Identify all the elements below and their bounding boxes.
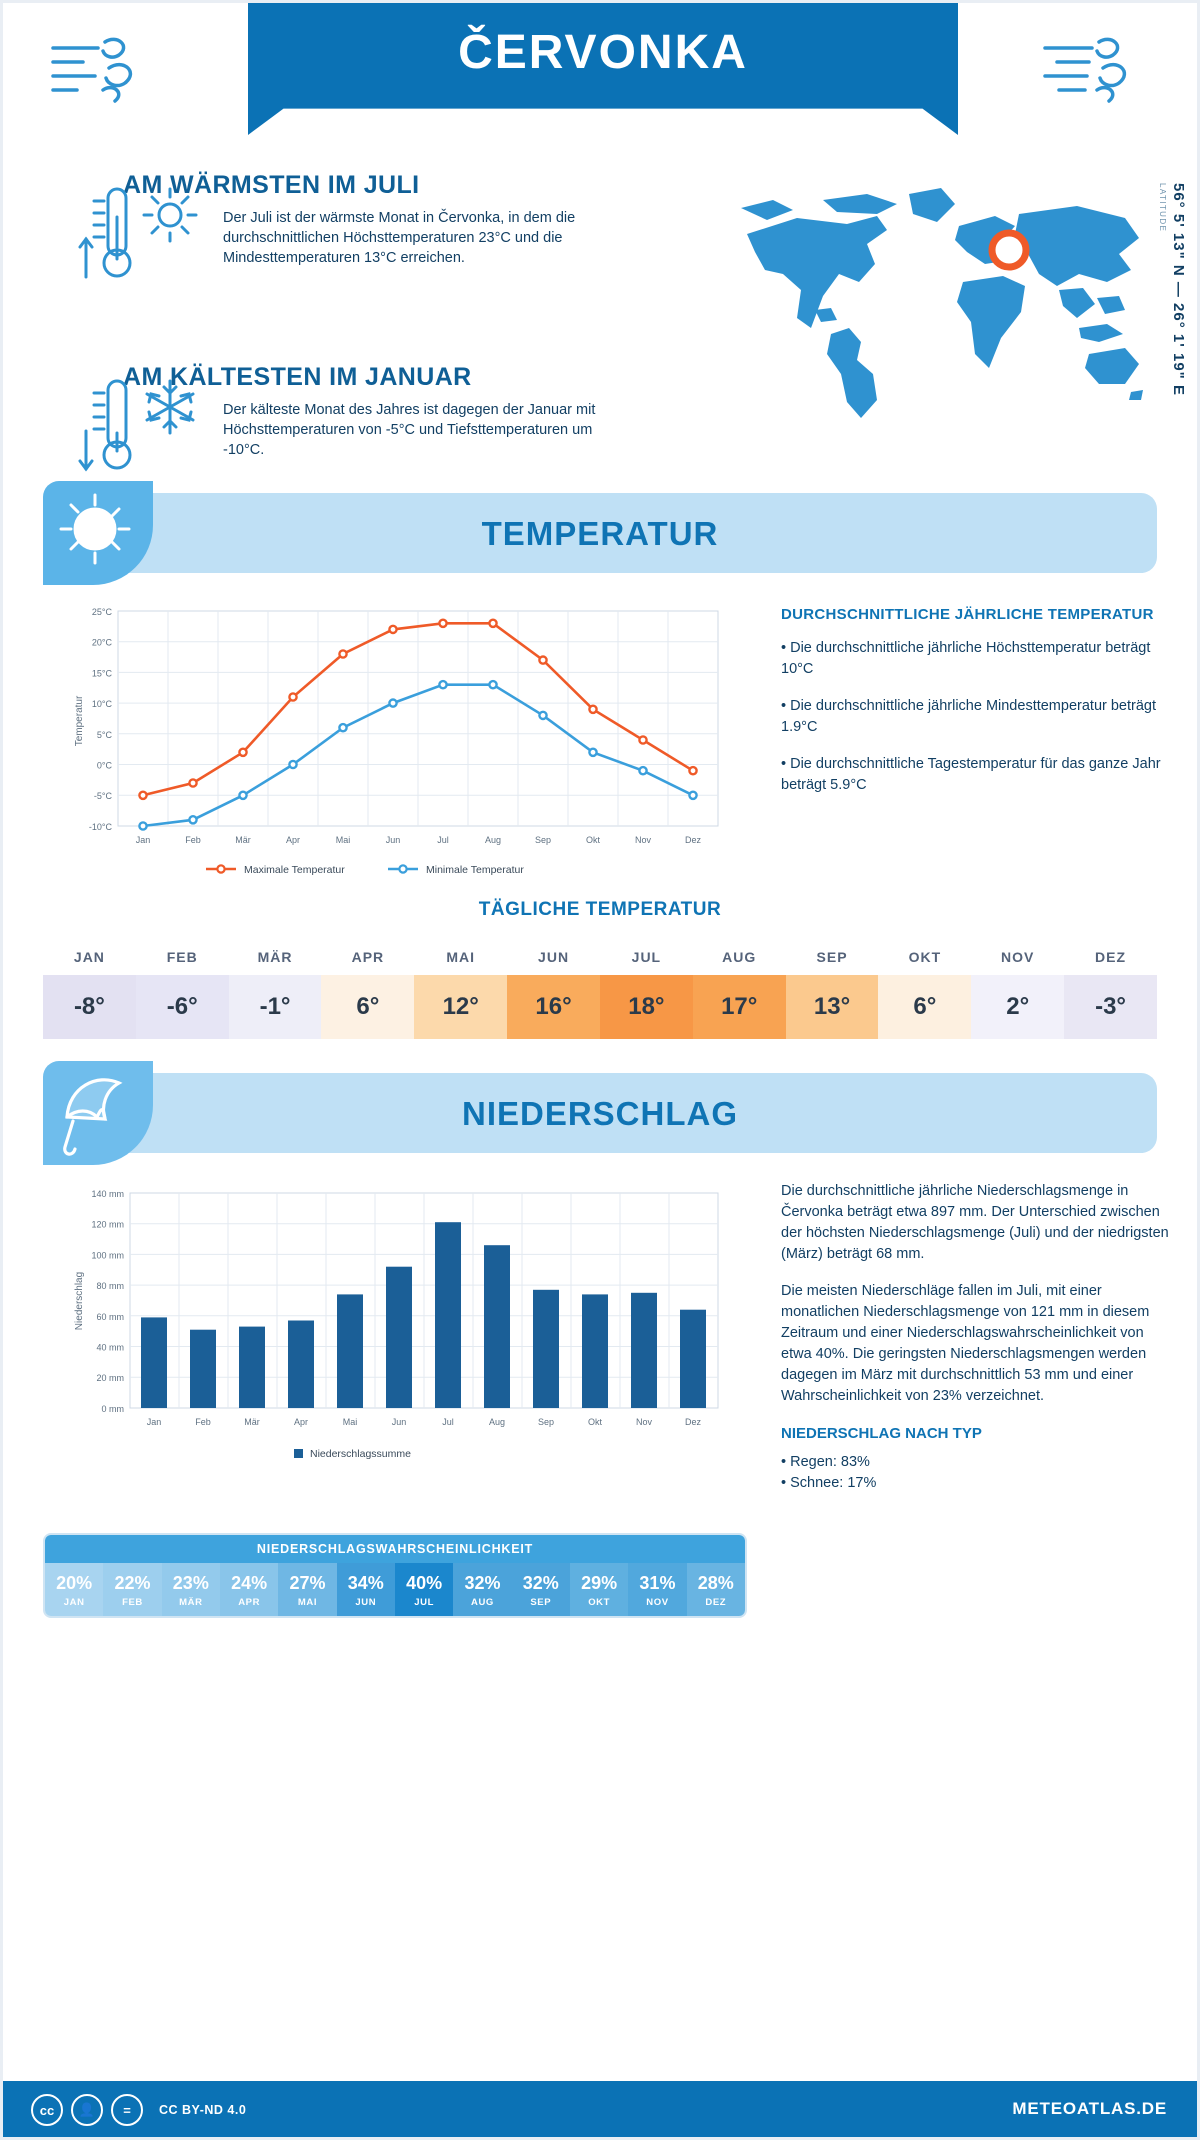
precipitation-banner <box>43 1073 1157 1153</box>
precipitation-chart <box>58 1183 758 1478</box>
probability-month: JUL <box>414 1597 434 1608</box>
table-header-cell: DEZ <box>1095 949 1127 965</box>
probability-cell <box>687 1563 745 1616</box>
svg-text:Dez: Dez <box>684 835 702 845</box>
probability-month: JAN <box>63 1597 85 1608</box>
probability-value: 28% <box>697 1573 734 1593</box>
svg-text:20°C: 20°C <box>91 637 112 648</box>
svg-text:Jan: Jan <box>135 835 151 845</box>
svg-text:140 mm: 140 mm <box>91 1189 124 1199</box>
probability-cell <box>45 1563 103 1616</box>
svg-text:Nov: Nov <box>635 1417 653 1427</box>
table-header-cell: JUN <box>538 949 570 965</box>
temperature-chart <box>58 601 758 886</box>
svg-text:25°C: 25°C <box>91 607 112 617</box>
table-cell: -8° <box>43 975 136 1039</box>
probability-month: APR <box>238 1597 261 1608</box>
svg-text:Apr: Apr <box>285 835 301 845</box>
svg-text:Mär: Mär <box>235 835 251 845</box>
probability-value: 31% <box>639 1573 676 1593</box>
table-cell: 18° <box>600 975 693 1039</box>
probability-month: NOV <box>646 1597 669 1608</box>
table-header-cell: JAN <box>73 949 105 965</box>
probability-cell <box>453 1563 511 1616</box>
table-row <box>43 975 1157 1039</box>
probability-cell <box>103 1563 161 1616</box>
temperature-bullet: • Die durchschnittliche jährliche Mindesttemperatur beträgt 1.9°C <box>781 698 1157 735</box>
svg-text:100 mm: 100 mm <box>91 1250 124 1261</box>
probability-value: 20% <box>56 1573 93 1593</box>
warmest-block <box>43 171 633 268</box>
svg-text:Mär: Mär <box>244 1417 260 1427</box>
header <box>3 3 1197 153</box>
table-header-cell: SEP <box>816 949 848 965</box>
footer <box>3 2081 1197 2137</box>
svg-text:Apr: Apr <box>293 1417 309 1427</box>
svg-text:120 mm: 120 mm <box>91 1219 124 1230</box>
svg-text:Jul: Jul <box>442 1417 454 1427</box>
daily-temperature-title: TÄGLICHE TEMPERATUR <box>478 899 722 920</box>
svg-text:Niederschlag: Niederschlag <box>74 1271 85 1331</box>
svg-text:Mai: Mai <box>335 835 351 845</box>
probability-value: 29% <box>581 1573 618 1593</box>
temperature-banner <box>43 493 1157 573</box>
warmest-title: AM WÄRMSTEN IM JULI <box>123 171 420 199</box>
temperature-body <box>3 583 1197 893</box>
probability-cell <box>278 1563 336 1616</box>
table-cell: 12° <box>414 975 507 1039</box>
svg-text:Mai: Mai <box>342 1417 358 1427</box>
temperature-banner-title: TEMPERATUR <box>481 515 719 552</box>
probability-month: MÄR <box>179 1597 203 1608</box>
svg-text:0 mm: 0 mm <box>101 1403 124 1414</box>
table-header-cell: APR <box>351 949 385 965</box>
warmest-text: Der Juli ist der wärmste Monat in Červonka, in dem die durchschnittlichen Höchsttemperaturen 23°C und die Mindesttemperaturen 13°C erreichen. <box>223 210 576 266</box>
probability-cell <box>628 1563 686 1616</box>
precipitation-probability-title: NIEDERSCHLAGSWAHRSCHEINLICHKEIT <box>45 1535 745 1563</box>
table-cell: 6° <box>878 975 971 1039</box>
svg-text:Feb: Feb <box>185 835 201 845</box>
cc-icon: cc <box>31 2094 63 2126</box>
attribution-icon: 👤 <box>71 2094 103 2126</box>
precipitation-paragraph: Die durchschnittliche jährliche Niederschlagsmenge in Červonka beträgt etwa 897 mm. Der Unterschied zwischen der höchsten Niederschlagsmenge (Juli) und der niedrigsten (März) beträgt 68 mm. <box>781 1183 1169 1262</box>
probability-value: 27% <box>289 1573 326 1593</box>
svg-text:80 mm: 80 mm <box>96 1281 124 1292</box>
precipitation-probability-row <box>45 1563 745 1616</box>
svg-text:60 mm: 60 mm <box>96 1311 124 1322</box>
coordinates-label: LATITUDE <box>1158 183 1167 233</box>
probability-cell <box>162 1563 220 1616</box>
precipitation-probability-table <box>43 1533 747 1618</box>
probability-value: 22% <box>114 1573 151 1593</box>
svg-text:-5°C: -5°C <box>93 791 112 802</box>
page-subtitle: LETTLAND <box>562 115 644 129</box>
table-header-cell: MÄR <box>257 949 293 965</box>
probability-value: 40% <box>406 1573 443 1593</box>
probability-value: 24% <box>231 1573 268 1593</box>
svg-text:10°C: 10°C <box>91 699 112 710</box>
table-header-cell: OKT <box>908 949 942 965</box>
table-cell: -1° <box>229 975 322 1039</box>
license-badges <box>31 2094 246 2126</box>
no-derivatives-icon: = <box>111 2094 143 2126</box>
probability-month: DEZ <box>705 1597 727 1608</box>
table-header-row <box>43 939 1157 975</box>
svg-text:15°C: 15°C <box>91 668 112 679</box>
page-title: ČERVONKA <box>458 26 748 79</box>
snowflake-icon <box>138 375 202 439</box>
table-cell: 17° <box>693 975 786 1039</box>
probability-cell <box>220 1563 278 1616</box>
svg-text:Aug: Aug <box>488 1417 506 1427</box>
svg-text:Temperatur: Temperatur <box>74 695 85 747</box>
table-header-cell: JUL <box>631 949 662 965</box>
table-cell: 6° <box>321 975 414 1039</box>
table-cell: -6° <box>136 975 229 1039</box>
precipitation-paragraph: Die meisten Niederschläge fallen im Juli, mit einer monatlichen Niederschlagsmenge von 121 mm in diesem Zeitraum und einer Niederschlagswahrscheinlichkeit von etwa 40%. Die geringsten Niederschlagsmengen werden dagegen im März mit durchschnittlich 53 mm und einer Wahrscheinlichkeit von 23% verzeichnet. <box>781 1283 1150 1404</box>
world-map <box>727 178 1157 468</box>
svg-text:Maximale Temperatur: Maximale Temperatur <box>244 864 345 876</box>
temperature-side-text <box>781 605 1176 812</box>
probability-value: 32% <box>464 1573 501 1593</box>
precipitation-banner-title: NIEDERSCHLAG <box>461 1095 739 1132</box>
summary-section <box>3 153 1197 493</box>
table-cell: -3° <box>1064 975 1157 1039</box>
thermometer-up-icon <box>78 181 138 291</box>
svg-text:Okt: Okt <box>585 835 601 845</box>
table-cell: 2° <box>971 975 1064 1039</box>
svg-text:-10°C: -10°C <box>88 821 112 832</box>
coordinates: 56° 5' 13" N — 26° 1' 19" E <box>1170 183 1187 396</box>
svg-text:Jan: Jan <box>146 1417 162 1427</box>
svg-text:Jul: Jul <box>437 835 449 845</box>
temperature-side-heading: DURCHSCHNITTLICHE JÄHRLICHE TEMPERATUR <box>781 606 1154 623</box>
probability-month: AUG <box>471 1597 494 1608</box>
svg-text:Jun: Jun <box>391 1417 407 1427</box>
table-cell: 13° <box>786 975 879 1039</box>
probability-cell <box>570 1563 628 1616</box>
table-header-cell: AUG <box>722 949 757 965</box>
coldest-text: Der kälteste Monat des Jahres ist dagegen der Januar mit Höchsttemperaturen von -5°C und Tiefsttemperaturen um -10°C. <box>223 402 596 458</box>
daily-temperature-table <box>43 939 1157 1039</box>
probability-month: OKT <box>588 1597 611 1608</box>
coldest-block <box>43 363 633 460</box>
svg-text:Sep: Sep <box>537 1417 555 1427</box>
sun-icon <box>138 183 202 247</box>
svg-text:Minimale Temperatur: Minimale Temperatur <box>426 864 524 876</box>
precipitation-body <box>3 1165 1197 1608</box>
probability-month: MAI <box>297 1597 318 1608</box>
svg-text:Nov: Nov <box>634 835 652 845</box>
svg-text:Sep: Sep <box>534 835 552 845</box>
table-header-cell: FEB <box>166 949 198 965</box>
temperature-bullet: • Die durchschnittliche jährliche Höchsttemperatur beträgt 10°C <box>781 640 1151 677</box>
svg-text:Feb: Feb <box>195 1417 211 1427</box>
svg-text:40 mm: 40 mm <box>96 1342 124 1353</box>
precipitation-text <box>781 1181 1171 1494</box>
probability-value: 34% <box>347 1573 384 1593</box>
svg-text:Dez: Dez <box>684 1417 702 1427</box>
probability-value: 32% <box>522 1573 559 1593</box>
wind-icon <box>1037 28 1157 108</box>
probability-month: SEP <box>530 1597 552 1608</box>
svg-text:5°C: 5°C <box>96 729 112 740</box>
table-cell: 16° <box>507 975 600 1039</box>
table-header-cell: MAI <box>446 949 476 965</box>
wind-icon <box>43 28 163 108</box>
svg-text:Aug: Aug <box>484 835 502 845</box>
precipitation-type-item: • Schnee: 17% <box>781 1475 877 1491</box>
license-text: CC BY-ND 4.0 <box>159 2103 247 2117</box>
svg-text:0°C: 0°C <box>96 760 112 771</box>
probability-cell <box>337 1563 395 1616</box>
probability-value: 23% <box>172 1573 209 1593</box>
svg-text:Jun: Jun <box>385 835 401 845</box>
brand-name: METEOATLAS.DE <box>1012 2099 1167 2118</box>
probability-month: FEB <box>122 1597 143 1608</box>
coldest-title: AM KÄLTESTEN IM JANUAR <box>123 363 472 391</box>
svg-text:20 mm: 20 mm <box>96 1373 124 1384</box>
svg-text:Niederschlagssumme: Niederschlagssumme <box>310 1448 411 1460</box>
location-marker <box>992 233 1026 267</box>
probability-month: JUN <box>355 1597 377 1608</box>
precipitation-type-item: • Regen: 83% <box>781 1454 870 1470</box>
temperature-bullet: • Die durchschnittliche Tagestemperatur für das ganze Jahr beträgt 5.9°C <box>781 756 1161 793</box>
table-header-cell: NOV <box>1001 949 1035 965</box>
thermometer-down-icon <box>78 373 138 483</box>
probability-cell <box>395 1563 453 1616</box>
precipitation-type-heading: NIEDERSCHLAG NACH TYP <box>781 1425 982 1442</box>
svg-text:Okt: Okt <box>587 1417 603 1427</box>
probability-cell <box>512 1563 570 1616</box>
